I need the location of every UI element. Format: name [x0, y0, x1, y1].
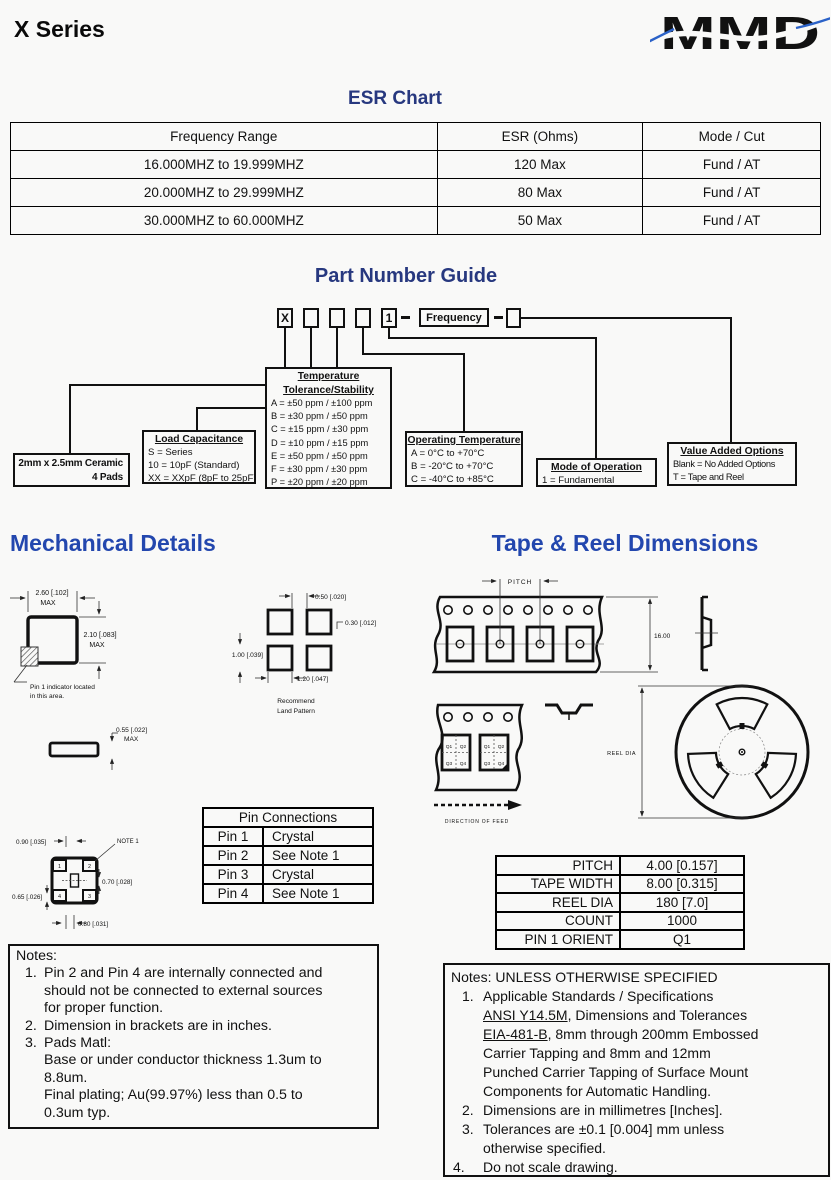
pitch-label: PITCH: [507, 579, 533, 586]
esr-cell: Fund / AT: [643, 179, 821, 207]
pn-slot-value-added: [506, 308, 521, 328]
pin-cell: See Note 1: [263, 884, 373, 903]
note-text: [44, 965, 322, 1017]
reel-dia-label: REEL DIA: [607, 751, 636, 757]
dim-max-label: MAX: [89, 642, 105, 649]
package-top-view: [10, 590, 117, 700]
note-line: Base or under conductor thickness 1.3um to: [44, 1052, 322, 1069]
dim-package-height: 2.10 [.083]: [83, 632, 117, 639]
package-bottom-view: [12, 836, 139, 929]
pn-temp-item: P = ±20 ppm / ±20 ppm: [271, 477, 368, 488]
note-text: Do not scale drawing.: [483, 1159, 618, 1175]
pn-slot-series: X: [277, 308, 293, 328]
pad-number-4: 4: [57, 894, 62, 900]
pn-mode-item: 1 = Fundamental: [542, 475, 615, 486]
part-number-diagram: [0, 300, 831, 512]
note-line: otherwise specified.: [483, 1140, 606, 1156]
note-line: Punched Carrier Tapping of Surface Mount: [483, 1064, 749, 1080]
note-number: 4.: [453, 1159, 465, 1175]
pn-optemp-item: C = -40°C to +85°C: [411, 474, 494, 485]
pad-number-2: 2: [87, 864, 92, 870]
pin1-note-line2: in this area.: [30, 693, 65, 700]
mmd-logo-text: MMD: [660, 7, 820, 59]
pn-slot-tolerance: [329, 308, 345, 328]
pin-cell: Pin 3: [203, 865, 263, 884]
esr-cell: Fund / AT: [643, 151, 821, 179]
note-number: 1.: [25, 965, 37, 982]
pn-temp-item: F = ±30 ppm / ±30 ppm: [271, 464, 368, 475]
note-number: 3.: [25, 1035, 37, 1052]
direction-of-feed-label: DIRECTION OF FEED: [444, 819, 510, 825]
dim-bottom-pad-height: 0.70 [.028]: [102, 879, 133, 886]
reel-label: REEL DIA: [496, 893, 620, 912]
pn-temp-item: E = ±50 ppm / ±50 ppm: [271, 450, 368, 461]
note-line: [483, 1025, 758, 1044]
esr-cell: 16.000MHZ to 19.999MHZ: [11, 151, 438, 179]
reel-row: [496, 930, 744, 949]
dim-land-pad-gap: 0.50 [.020]: [315, 594, 347, 601]
mechanical-details-title: Mechanical Details: [10, 530, 216, 556]
mmd-logo: [650, 5, 830, 59]
quadrant-label: Q1: [483, 745, 491, 750]
land-caption-line1: Recommend: [277, 698, 315, 705]
quadrant-label: Q1: [445, 745, 453, 750]
tape-strip-quadrants: [434, 705, 593, 825]
note-line: Pin 2 and Pin 4 are internally connected and: [44, 965, 323, 982]
pin1-note-line1: Pin 1 indicator located: [30, 684, 95, 691]
esr-col-frequency-range: Frequency Range: [11, 123, 438, 151]
reel-value: 8.00 [0.315]: [620, 875, 744, 894]
esr-cell: 30.000MHZ to 60.000MHZ: [11, 207, 438, 235]
note1-callout: NOTE 1: [117, 839, 139, 845]
pn-box-value-added-options: [667, 442, 797, 486]
tape-reel-table: [495, 855, 745, 950]
note-number: 3.: [462, 1121, 474, 1137]
pin-cell: Pin 2: [203, 846, 263, 865]
pn-slot-load-cap: [303, 308, 319, 328]
reel-drawing: [607, 686, 808, 818]
pn-optemp-title: Operating Temperature: [407, 435, 521, 446]
note-item: [16, 965, 373, 1017]
pn-mode-title: Mode of Operation: [551, 462, 642, 473]
pin1-indicator-hatch: [21, 647, 38, 666]
tape-side-profile: [695, 597, 718, 670]
pn-box-package: [13, 453, 130, 487]
reel-row: [496, 912, 744, 931]
pn-temp-item: A = ±50 ppm / ±100 ppm: [271, 398, 373, 408]
pn-box-load-capacitance: [142, 430, 256, 484]
note-line: Pads Matl:: [44, 1035, 112, 1052]
pin-cell: Crystal: [263, 827, 373, 846]
note-item: [451, 1158, 824, 1177]
pad-number-3: 3: [87, 894, 92, 900]
note-segment: , Dimensions and Tolerances: [567, 1007, 748, 1023]
note-line: Tolerances are ±0.1 [0.004] mm unless: [483, 1121, 725, 1137]
pn-temp-title1: Temperature: [297, 371, 360, 382]
esr-cell: 120 Max: [437, 151, 643, 179]
dim-land-row-pitch: 1.00 [.039]: [231, 652, 263, 659]
reel-row: [496, 875, 744, 894]
reel-value: 4.00 [0.157]: [620, 856, 744, 875]
pn-package-line2: 4 Pads: [91, 472, 123, 483]
esr-row-2: [11, 179, 821, 207]
note-number: 2.: [462, 1102, 474, 1118]
notes-left-heading: Notes:: [16, 948, 58, 964]
pn-slot-op-temp: [355, 308, 371, 328]
esr-cell: Fund / AT: [643, 207, 821, 235]
note-line: Applicable Standards / Specifications: [483, 988, 714, 1004]
reel-label: PIN 1 ORIENT: [496, 930, 620, 949]
pn-box-temperature-tolerance: [265, 367, 392, 489]
pin-row: [203, 865, 373, 884]
pin-row: [203, 827, 373, 846]
pn-temp-item: D = ±10 ppm / ±15 ppm: [271, 437, 369, 448]
dim-land-pad-height: 0.30 [.012]: [345, 620, 377, 627]
notes-left-box: [8, 944, 379, 1129]
note-line: for proper function.: [44, 1000, 164, 1017]
pad-number-1: 1: [57, 864, 62, 870]
reel-label: TAPE WIDTH: [496, 875, 620, 894]
reel-label: COUNT: [496, 912, 620, 931]
note-line: should not be connected to external sources: [44, 982, 323, 999]
note-item: [451, 1101, 824, 1120]
pin-table-title: Pin Connections: [203, 808, 373, 827]
esr-cell: 80 Max: [437, 179, 643, 207]
pin-row: [203, 846, 373, 865]
reel-value: Q1: [620, 930, 744, 949]
note-text: Dimension in brackets are in inches.: [44, 1017, 272, 1034]
pn-slot-frequency: Frequency: [419, 308, 489, 327]
dim-bottom-pad-width: 0.90 [.035]: [16, 839, 47, 846]
note-line: 8.8um.: [44, 1069, 88, 1086]
dim-max-label: MAX: [40, 600, 56, 607]
package-side-view: [50, 727, 147, 770]
note-line: [483, 1006, 758, 1025]
pn-vao-title: Value Added Options: [680, 446, 784, 457]
esr-row-3: [11, 207, 821, 235]
reel-row: [496, 893, 744, 912]
quadrant-label: Q3: [483, 762, 491, 767]
notes-right-heading: Notes: UNLESS OTHERWISE SPECIFIED: [451, 969, 718, 985]
quadrant-label: Q2: [459, 745, 467, 750]
pn-load-item: 10 = 10pF (Standard): [148, 460, 240, 471]
pin-cell: Crystal: [263, 865, 373, 884]
dim-max-label: MAX: [124, 736, 139, 743]
note-line: Carrier Tapping and 8mm and 12mm: [483, 1045, 711, 1061]
esr-col-esr-ohms: ESR (Ohms): [437, 123, 643, 151]
pn-package-line1: 2mm x 2.5mm Ceramic: [18, 458, 123, 469]
reel-value: 180 [7.0]: [620, 893, 744, 912]
pn-load-title: Load Capacitance: [154, 434, 244, 445]
feed-arrow-icon: [508, 800, 522, 810]
pin-table-header: [203, 808, 373, 827]
quadrant-label: Q2: [497, 745, 505, 750]
tape-strip-top: [434, 579, 671, 672]
notes-right-box: [443, 963, 830, 1177]
note-segment: , 8mm through 200mm Embossed: [547, 1026, 759, 1042]
land-pattern: [232, 593, 377, 715]
tape-reel-drawings: [410, 565, 831, 850]
esr-row-1: [11, 151, 821, 179]
tape-height-dim: 16.00: [654, 633, 671, 640]
note-text: [483, 987, 758, 1101]
note-number: 2.: [25, 1017, 37, 1034]
mmd-logo-graphic: [650, 5, 830, 59]
dim-bottom-edge: 0.65 [.026]: [12, 894, 43, 901]
dim-land-col-pitch: 1.20 [.047]: [297, 676, 329, 683]
dim-thickness: 0.55 [.022]: [116, 727, 148, 734]
reel-value: 1000: [620, 912, 744, 931]
tape-reel-title: Tape & Reel Dimensions: [491, 530, 759, 556]
note-text: [483, 1120, 724, 1158]
note-item: [451, 1120, 824, 1158]
esr-cell: 20.000MHZ to 29.999MHZ: [11, 179, 438, 207]
esr-col-mode-cut: Mode / Cut: [643, 123, 821, 151]
pn-slot-mode: 1: [381, 308, 397, 328]
pn-optemp-item: B = -20°C to +70°C: [411, 461, 494, 472]
pn-dash: [494, 316, 503, 319]
note-item: [451, 987, 824, 1101]
pn-dash: [401, 316, 410, 319]
note-line: 0.3um typ.: [44, 1104, 111, 1121]
land-caption-line2: Land Pattern: [277, 708, 315, 715]
pn-temp-item: B = ±30 ppm / ±50 ppm: [271, 411, 368, 422]
pn-box-operating-temperature: [405, 431, 523, 487]
pn-load-item: S = Series: [148, 447, 193, 458]
quadrant-label: Q4: [497, 762, 505, 767]
pn-load-item: XX = XXpF (8pF to 25pF): [148, 473, 257, 484]
dim-bottom-pitch: 0.80 [.031]: [78, 921, 109, 928]
esr-table: [10, 122, 821, 235]
esr-header-row: [11, 123, 821, 151]
pin-cell: Pin 1: [203, 827, 263, 846]
note-text: [44, 1035, 322, 1122]
pn-box-mode-of-operation: [536, 458, 657, 487]
note-line: Final plating; Au(99.97%) less than 0.5 to: [44, 1087, 303, 1104]
pin-row: [203, 884, 373, 903]
note-line: Components for Automatic Handling.: [483, 1083, 712, 1099]
pin-cell: Pin 4: [203, 884, 263, 903]
esr-cell: 50 Max: [437, 207, 643, 235]
note-number: 1.: [462, 988, 474, 1004]
reel-label: PITCH: [496, 856, 620, 875]
page-title: X Series: [14, 16, 105, 42]
note-item: [16, 1018, 373, 1035]
esr-chart-title: ESR Chart: [348, 88, 442, 109]
pn-temp-title2: Tolerance/Stability: [283, 385, 374, 396]
pocket-cross-section: [545, 705, 593, 713]
dim-package-width: 2.60 [.102]: [35, 590, 69, 597]
pin-connections-table: [202, 807, 374, 904]
quadrant-label: Q4: [459, 762, 467, 767]
note-text: Dimensions are in millimetres [Inches].: [483, 1102, 723, 1118]
standard-ref: EIA-481-B: [483, 1026, 548, 1042]
part-number-guide-title: Part Number Guide: [314, 265, 498, 287]
pn-optemp-item: A = 0°C to +70°C: [411, 448, 485, 459]
pn-temp-item: C = ±15 ppm / ±30 ppm: [271, 424, 369, 435]
note-item: [16, 1035, 373, 1122]
standard-ref: ANSI Y14.5M: [483, 1007, 568, 1023]
quadrant-label: Q3: [445, 762, 453, 767]
pn-vao-item: Blank = No Added Options: [673, 459, 776, 469]
pn-vao-item: T = Tape and Reel: [673, 472, 744, 482]
reel-row: [496, 856, 744, 875]
pin-cell: See Note 1: [263, 846, 373, 865]
